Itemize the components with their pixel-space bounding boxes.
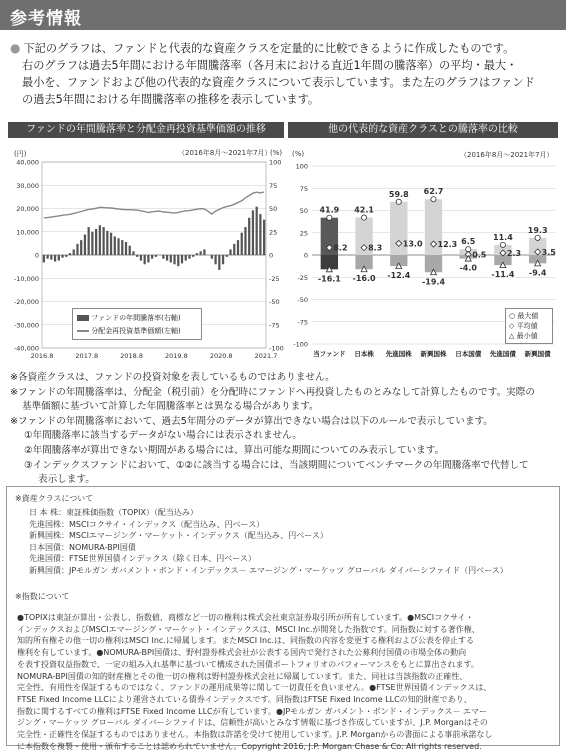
triangle-icon: △ bbox=[509, 332, 515, 340]
y-right-tick-label: 50 bbox=[269, 205, 278, 213]
max-value-label: 19.3 bbox=[527, 225, 548, 235]
y-tick-label: -100 bbox=[293, 340, 308, 349]
min-value-label: -16.0 bbox=[352, 274, 376, 284]
y-right-tick-label: 75 bbox=[269, 181, 278, 190]
asset-class-list bbox=[29, 507, 508, 577]
max-value-label: 41.9 bbox=[319, 205, 340, 215]
max-marker bbox=[361, 215, 366, 220]
y-left-tick-label: -20,000 bbox=[13, 298, 39, 306]
bullet-icon: ● bbox=[10, 41, 21, 55]
asset-class-item: 先進国債：FTSE世界国債インデックス（除く日本、円ベース） bbox=[29, 554, 256, 564]
note-2: ※ファンドの年間騰落率は、分配金（税引前）を分配時にファンドへ再投資したものとみなして計算したものです。実際の bbox=[10, 386, 535, 398]
circle-icon: ○ bbox=[509, 312, 516, 320]
intro-line-2: 右のグラフは過去5年間における年間騰落率（各月末における直近1年間の騰落率）の平均・最大・ bbox=[22, 59, 518, 72]
avg-value-label: 3.5 bbox=[541, 247, 556, 257]
y-right-tick-label: 25 bbox=[269, 228, 278, 237]
index-disclaimer: ●TOPIXは東証が算出・公表し、指数値、商標など一切の権利は株式会社東京証券取引所が所有しています。●MSCIコクサイ・ インデックスおよびMSCIエマージング・マーケット・インデックスは、MSCI Inc.が開発した指数です。同指数に対する著作権、 知的所有権その他一切の権利はMSCI Inc.に帰属します。またMSCI Inc.は、同指数の内容を変更する権利および公表を停止する 権利を有しています。●NOMURA-BPI国債は、野村證券株式会社が公表する国内で発行された公募利付国債の市場全体の動向 を表す投資収益指数で、一定の組み入れ基準に基づいて構成された国債ポートフォリオのパフォーマンスをもとに算出されます。 NOMURA-BPI国債の知的財産権とその他一切の権利は野村證券株式会社に帰属しています。また、同社は当該指数の正確性、 完全性、有用性を保証するものではなく、ファンドの運用成果等に関して一切責任を負いません。●FTSE世界国債インデックスは、 FTSE Fixed Income LLCにより運営されている債券インデックスです。同指数はFTSE Fixed Income LLCの知的財産であり、 指数に関するすべての権利はFTSE Fixed Income LLCが有しています。●JPモルガン ガバメント・ボンド・インデックス－ エマー ジング・マーケッツ グローバル ダイバーシファイドは、信頼性が高いとみなす情報に基づき作成していますが、J.P. Morganはその 完全性・正確性を保証するものではありません。本指数は許諾を受けて使用しています。J.P. Morganからの書面による事前承諾なし に本指数を複製・使用・頒布することは認められていません。Copyright 2016, J.P. Morgan Chase & Co. All rights reserved. bbox=[17, 613, 493, 751]
y-tick-label: 75 bbox=[299, 184, 308, 193]
min-value-label: -4.0 bbox=[459, 263, 477, 273]
min-value-label: -19.4 bbox=[421, 277, 446, 287]
note-2-cont: 基準価額に基づいて計算した年間騰落率とは異なる場合があります。 bbox=[22, 401, 319, 413]
category-label: 新興国債 bbox=[524, 350, 551, 358]
legend-max-item: ○ 最大値 bbox=[509, 312, 539, 320]
asset-class-item: 日本国債：NOMURA-BPI国債 bbox=[29, 542, 136, 552]
y-left-tick-label: 0 bbox=[34, 251, 39, 260]
category-label: 先進国株 bbox=[385, 350, 412, 358]
x-tick-label: 2020.8 bbox=[209, 352, 233, 360]
note-3: ※ファンドの年間騰落率において、過去5年間分のデータが算出できない場合は以下のルールで表示しています。 bbox=[10, 415, 493, 427]
right-chart bbox=[0, 0, 566, 372]
y-tick-label: -75 bbox=[297, 318, 308, 327]
category-label: 先進国債 bbox=[489, 350, 516, 358]
y-tick-label: -25 bbox=[297, 273, 308, 282]
right-unit-percent: (%) bbox=[292, 150, 305, 158]
y-tick-label: -50 bbox=[297, 296, 308, 304]
left-chart-period: （2016年8月～2021年7月） bbox=[178, 149, 272, 157]
x-tick-label: 2021.7 bbox=[254, 352, 278, 360]
legend-bar-item: ファンドの年間騰落率(右軸) bbox=[77, 313, 181, 323]
legend-line-item: 分配金再投資基準価額(左軸) bbox=[77, 326, 181, 336]
y-tick-label: 0 bbox=[303, 251, 308, 260]
asset-class-item: 先進国株：MSCIコクサイ・インデックス（配当込み、円ベース） bbox=[29, 519, 265, 529]
index-heading: ※指数について bbox=[15, 592, 70, 601]
y-left-tick-label: -30,000 bbox=[13, 321, 39, 330]
note-3-rule-2: ②年間騰落率が算出できない期間がある場合には、算出可能な期間についてのみ表示しています。 bbox=[24, 444, 445, 456]
y-right-tick-label: -50 bbox=[269, 298, 280, 306]
max-value-label: 11.4 bbox=[493, 232, 513, 242]
y-left-tick-label: -40,000 bbox=[13, 344, 39, 353]
avg-value-label: 0.5 bbox=[472, 250, 487, 260]
asset-class-item: 新興国債：JPモルガン ガバメント・ボンド・インデックス－ エマージング・マーケッツ グローバル ダイバーシファイド（円ベース） bbox=[29, 565, 508, 575]
note-1: ※各資産クラスは、ファンドの投資対象を表しているものではありません。 bbox=[10, 372, 335, 383]
y-tick-label: 100 bbox=[295, 162, 308, 171]
left-unit-yen: (円) bbox=[14, 150, 27, 158]
y-right-tick-label: -25 bbox=[269, 274, 280, 283]
y-right-tick-label: -75 bbox=[269, 321, 280, 330]
max-marker bbox=[431, 197, 436, 202]
y-left-tick-label: 20,000 bbox=[16, 205, 39, 213]
intro-line-3: 最小を、ファンドおよび他の代表的な資産クラスについて表示しています。また左のグラフはファンド bbox=[22, 76, 535, 89]
avg-value-label: 8.3 bbox=[368, 243, 383, 253]
avg-value-label: 2.3 bbox=[506, 248, 522, 258]
y-left-tick-label: 30,000 bbox=[16, 181, 39, 190]
intro-line-1: ● 下記のグラフは、ファンドと代表的な資産クラスを定量的に比較できるように作成したものです。 bbox=[10, 41, 515, 55]
y-right-tick-label: -100 bbox=[269, 344, 284, 353]
x-tick-label: 2018.8 bbox=[120, 352, 143, 360]
min-value-label: -16.1 bbox=[317, 274, 341, 284]
max-marker bbox=[396, 199, 401, 204]
y-tick-label: 50 bbox=[299, 207, 308, 215]
legend-min-item: △ 最小値 bbox=[509, 332, 538, 340]
category-label: 日本国債 bbox=[455, 350, 482, 358]
diamond-icon: ◇ bbox=[509, 322, 515, 330]
note-3-rule-1: ①年間騰落率に該当するデータがない場合には表示されません。 bbox=[24, 430, 302, 442]
asset-class-heading: ※資産クラスについて bbox=[15, 494, 94, 503]
y-left-tick-label: -10,000 bbox=[13, 274, 39, 283]
max-value-label: 42.1 bbox=[354, 205, 374, 215]
max-value-label: 6.5 bbox=[461, 237, 476, 247]
max-marker bbox=[327, 215, 332, 220]
y-tick-label: 25 bbox=[299, 229, 308, 238]
avg-value-label: 13.0 bbox=[402, 239, 423, 249]
x-tick-label: 2016.8 bbox=[30, 352, 54, 360]
category-label: 当ファンド bbox=[313, 350, 346, 358]
legend-avg-item: ◇ 平均値 bbox=[509, 322, 538, 330]
asset-class-item: 新興国株：MSCIエマージング・マーケット・インデックス（配当込み、円ベース） bbox=[29, 531, 328, 541]
y-right-tick-label: 100 bbox=[269, 158, 282, 167]
category-label: 新興国株 bbox=[420, 350, 447, 358]
max-value-label: 62.7 bbox=[423, 187, 444, 197]
x-tick-label: 2019.8 bbox=[165, 352, 188, 360]
section-title: 参考情報 bbox=[10, 9, 82, 29]
min-value-label: -9.4 bbox=[528, 268, 547, 278]
asset-class-box bbox=[6, 486, 560, 751]
y-right-tick-label: 0 bbox=[269, 251, 274, 260]
right-legend bbox=[505, 308, 553, 344]
category-label: 日本株 bbox=[354, 350, 374, 358]
avg-value-label: 8.2 bbox=[333, 243, 348, 253]
asset-class-item: 日 本 株：東証株価指数（TOPIX）（配当込み） bbox=[29, 508, 198, 517]
right-chart-period: （2016年8月～2021年7月） bbox=[460, 151, 554, 159]
min-value-label: -11.4 bbox=[491, 270, 515, 280]
left-unit-percent: (%) bbox=[270, 149, 283, 157]
y-left-tick-label: 40,000 bbox=[16, 158, 39, 167]
avg-value-label: 12.3 bbox=[437, 240, 458, 250]
x-tick-label: 2017.8 bbox=[75, 352, 99, 360]
chart-notes bbox=[10, 371, 560, 488]
left-chart-title: ファンドの年間騰落率と分配金再投資基準価額の推移 bbox=[8, 122, 284, 138]
max-marker bbox=[535, 235, 540, 240]
y-left-tick-label: 10,000 bbox=[16, 228, 39, 237]
right-chart-title: 他の代表的な資産クラスとの騰落率の比較 bbox=[288, 122, 558, 138]
min-value-label: -12.4 bbox=[387, 271, 411, 281]
note-3-rule-3: ③インデックスファンドにおいて、①②に該当する場合には、当該期間についてベンチマークの年間騰落率で代替して bbox=[24, 459, 529, 471]
max-marker bbox=[500, 242, 505, 247]
intro-line-4: の過去5年間における年間騰落率の推移を表示しています。 bbox=[22, 93, 320, 106]
max-value-label: 59.8 bbox=[388, 189, 409, 199]
note-3-rule-3-cont: 表示します。 bbox=[38, 474, 95, 486]
